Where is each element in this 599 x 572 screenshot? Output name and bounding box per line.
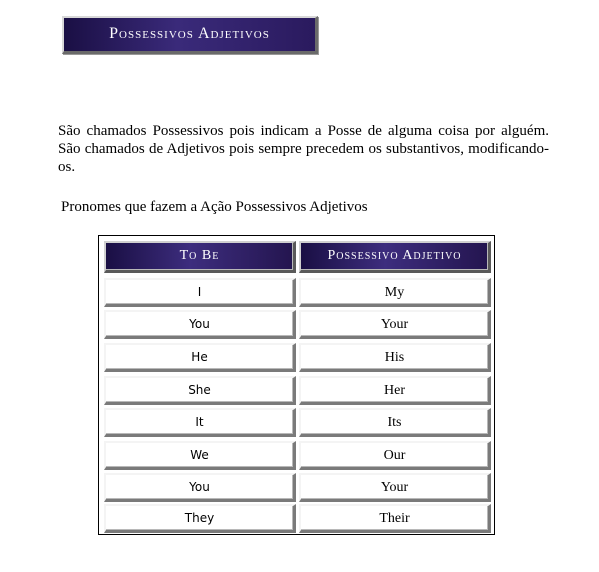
table-cell-possessive: My: [299, 278, 491, 307]
table-cell-pronoun: You: [104, 473, 296, 502]
table-cell-possessive: Your: [299, 473, 491, 502]
table-cell-pronoun: He: [104, 343, 296, 372]
table-caption: Pronomes que fazem a Ação Possessivos Adjetivos: [61, 199, 368, 215]
table-cell-pronoun: I: [104, 278, 296, 307]
table-cell-possessive: His: [299, 343, 491, 372]
table-cell-possessive: Our: [299, 441, 491, 470]
table-cell-pronoun: You: [104, 310, 296, 339]
table-cell-pronoun: She: [104, 376, 296, 405]
table-cell-pronoun: They: [104, 504, 296, 533]
table-cell-pronoun: We: [104, 441, 296, 470]
table-cell-possessive: Her: [299, 376, 491, 405]
table-cell-possessive: Its: [299, 408, 491, 437]
table-cell-possessive: Their: [299, 504, 491, 533]
pronoun-table: [98, 235, 495, 535]
table-cell-possessive: Your: [299, 310, 491, 339]
page-title-banner: Possessivos Adjetivos: [62, 16, 318, 54]
intro-paragraph: São chamados Possessivos pois indicam a Posse de alguma coisa por alguém. São chamados de Adjetivos pois sempre precedem os substantivos, modificando-os.: [58, 123, 549, 175]
column-header-possessivo-adjetivo: Possessivo Adjetivo: [299, 241, 491, 273]
table-cell-pronoun: It: [104, 408, 296, 437]
column-header-to-be: To Be: [104, 241, 296, 273]
